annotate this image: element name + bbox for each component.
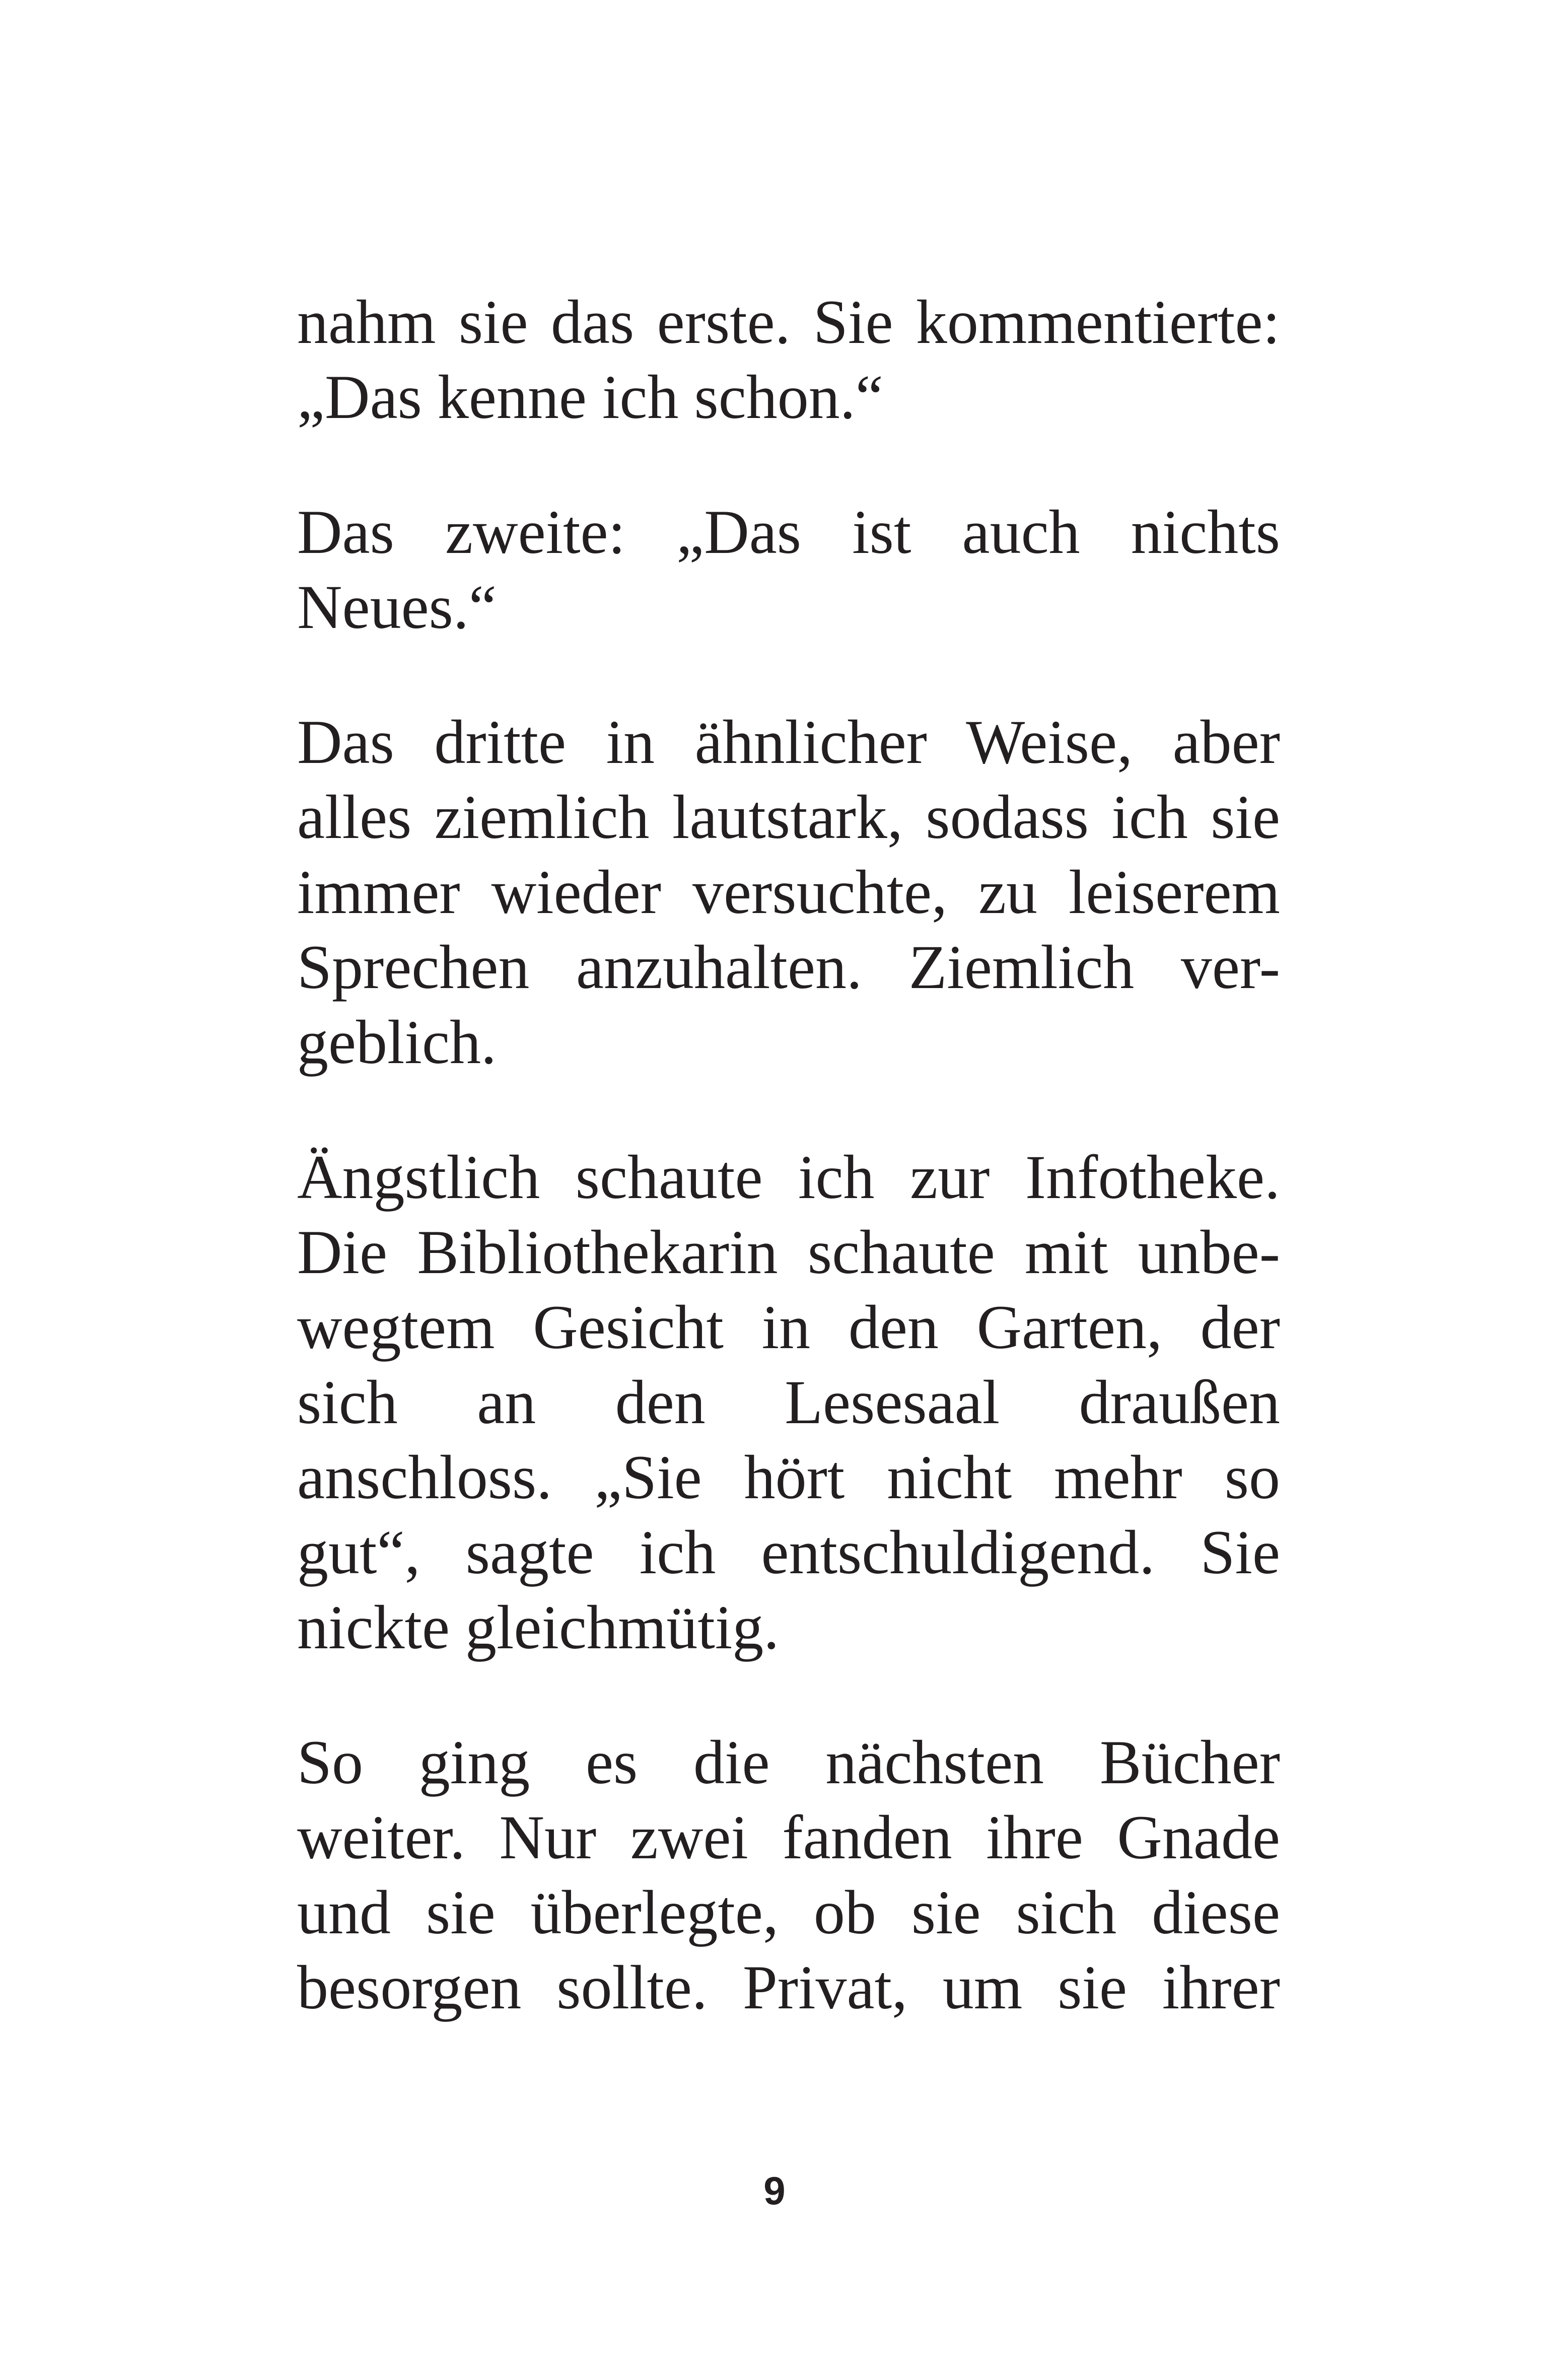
text-line: Das dritte in ähnlicher Weise, aber — [297, 708, 1280, 777]
text-line: Sprechen anzuhalten. Ziemlich ver- — [297, 933, 1280, 1002]
paragraph-5 — [297, 1725, 1280, 2025]
text-line: besorgen sollte. Privat, um sie ihrer — [297, 1953, 1280, 2022]
body-text — [297, 285, 1280, 2025]
text-line: und sie überlegte, ob sie sich diese — [297, 1878, 1280, 1947]
text-line: nahm sie das erste. Sie kommentierte: — [297, 288, 1280, 357]
text-line: „Das kenne ich schon.“ — [297, 363, 883, 432]
paragraph-spacer — [297, 1665, 1280, 1725]
text-line: nickte gleichmütig. — [297, 1593, 780, 1662]
text-line: Neues.“ — [297, 573, 497, 642]
text-line: alles ziemlich lautstark, sodass ich sie — [297, 783, 1280, 852]
text-line: geblich. — [297, 1008, 497, 1077]
text-line: weiter. Nur zwei fanden ihre Gnade — [297, 1803, 1280, 1872]
text-line: immer wieder versuchte, zu leiserem — [297, 858, 1280, 927]
paragraph-spacer — [297, 645, 1280, 705]
page-number: 9 — [763, 2168, 786, 2213]
text-line: So ging es die nächsten Bücher — [297, 1728, 1280, 1797]
paragraph-spacer — [297, 435, 1280, 495]
paragraph-4 — [297, 1140, 1280, 1665]
text-line: Das zweite: „Das ist auch nichts — [297, 498, 1280, 567]
paragraph-2 — [297, 495, 1280, 645]
text-line: Ängstlich schaute ich zur Infotheke. — [297, 1143, 1280, 1212]
text-line: gut“, sagte ich entschuldigend. Sie — [297, 1518, 1280, 1587]
text-line: Die Bibliothekarin schaute mit unbe- — [297, 1218, 1280, 1287]
paragraph-spacer — [297, 1080, 1280, 1140]
text-line: anschloss. „Sie hört nicht mehr so — [297, 1443, 1280, 1512]
text-line: sich an den Lesesaal draußen — [297, 1368, 1280, 1437]
text-line: wegtem Gesicht in den Garten, der — [297, 1293, 1280, 1362]
paragraph-1 — [297, 285, 1280, 435]
paragraph-3 — [297, 705, 1280, 1080]
